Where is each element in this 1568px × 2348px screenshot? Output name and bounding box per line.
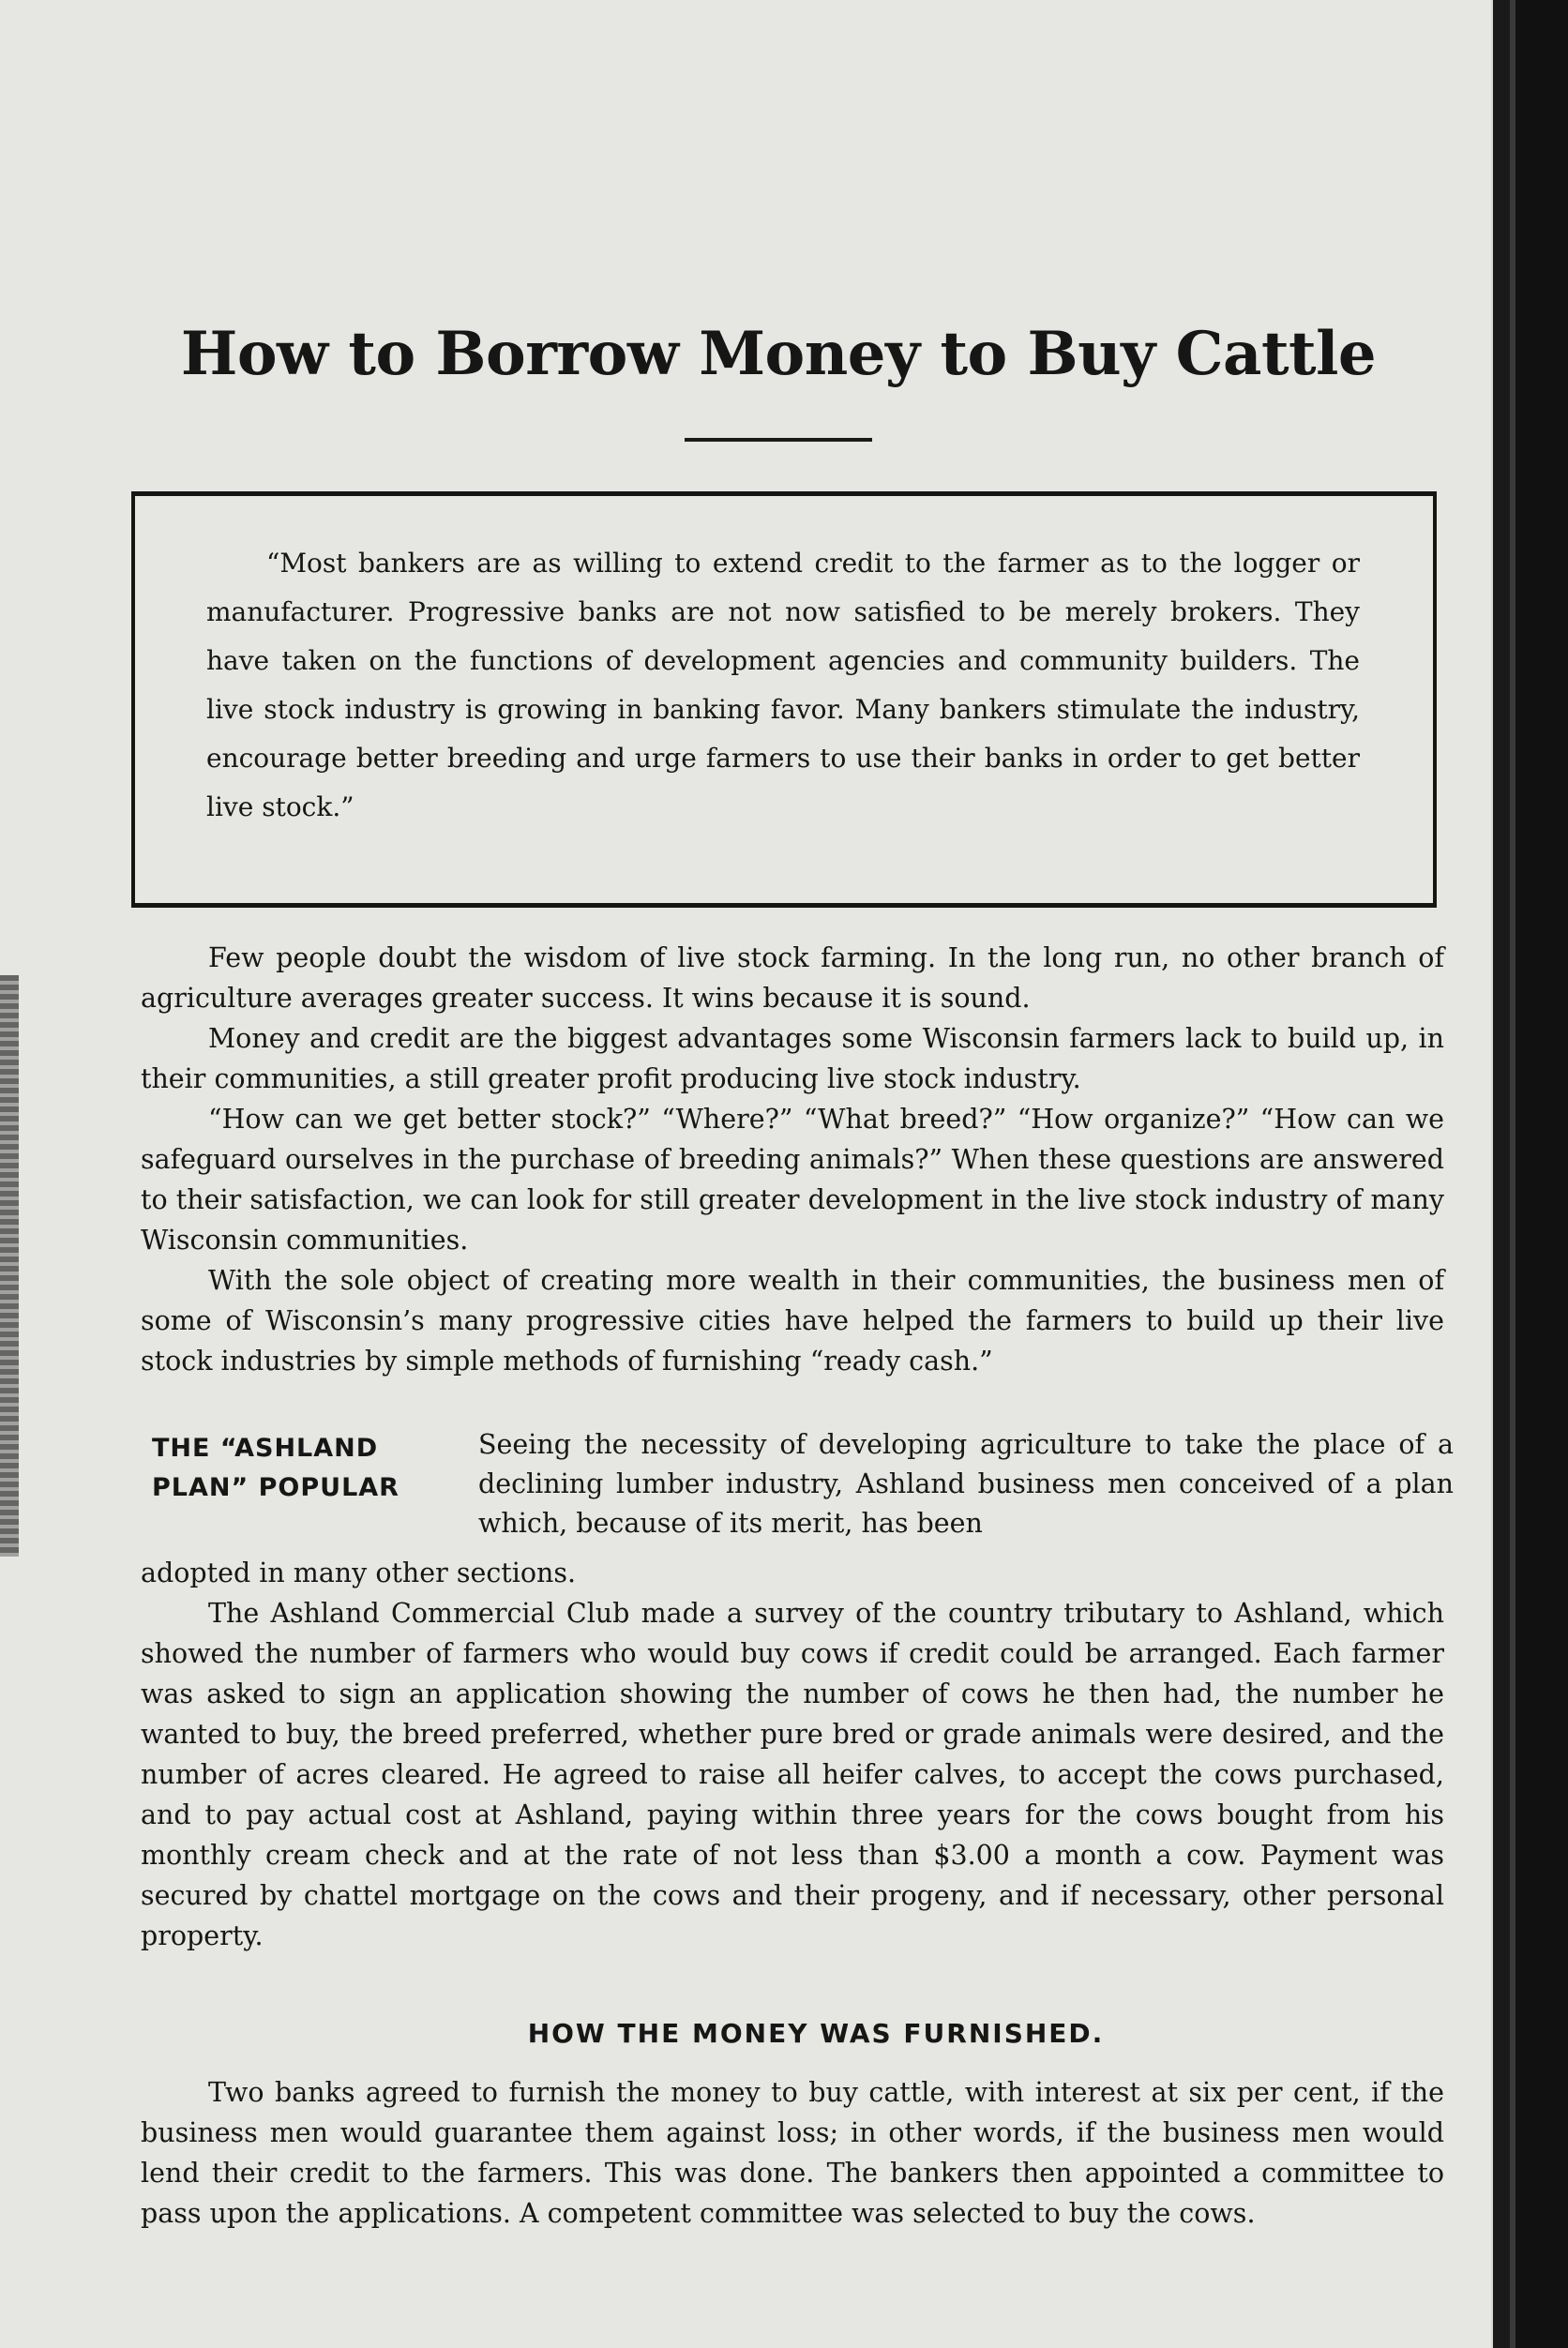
ashland-continued-text: adopted in many other sections. bbox=[141, 1558, 577, 1588]
paragraph-money-credit: Money and credit are the biggest advantages some Wisconsin farmers lack to build up, in their communities, a still greater profit producing live stock industry. bbox=[141, 1023, 1444, 1094]
section-heading-money: HOW THE MONEY WAS FURNISHED. bbox=[527, 2018, 1105, 2049]
paragraph-live-stock: Few people doubt the wisdom of live stock farming. In the long run, no other branch of agriculture averages greater success. It wins because it is sound. bbox=[141, 942, 1444, 1014]
ashland-heading-line2: PLAN” POPULAR bbox=[152, 1473, 400, 1502]
ashland-heading-line1: THE “ASHLAND bbox=[152, 1434, 379, 1463]
paragraph-questions: “How can we get better stock?” “Where?” “What breed?” “How organize?” “How can we safeguard ourselves in the purchase of breeding animals?” When these questions are answered to their satisfaction, we can look for still greater development in the live stock industry of many Wisconsin communities. bbox=[141, 1104, 1444, 1256]
page-title: How to Borrow Money to Buy Cattle bbox=[180, 319, 1377, 389]
ashland-lead-paragraph: Seeing the necessity of developing agriculture to take the place of a declining lumber industry, Ashland business men conceived of a plan which, because of its merit, has been bbox=[478, 1429, 1454, 1539]
paragraph-banks: Two banks agreed to furnish the money to buy cattle, with interest at six per cent, if the business men would guarantee them against loss; in other words, if the business men would lend their credit to the farmers. This was done. The bankers then appointed a committee to pass upon the applications. A competent committee was selected to buy the cows. bbox=[141, 2077, 1444, 2229]
page-edge bbox=[1493, 0, 1568, 2348]
title-rule bbox=[685, 438, 872, 442]
binding-stamp bbox=[0, 975, 19, 1557]
paragraph-business-men: With the sole object of creating more wealth in their communities, the business men of some of Wisconsin’s many progressive cities have helped the farmers to build up their live stock industries by simple methods of furnishing “ready cash.” bbox=[141, 1265, 1444, 1377]
paragraph-survey: The Ashland Commercial Club made a survey of the country tributary to Ashland, which showed the number of farmers who would buy cows if credit could be arranged. Each farmer was asked to sign an application showing the number of cows he then had, the number he wanted to buy, the breed preferred, whether pure bred or grade animals were desired, and the number of acres cleared. He agreed to raise all heifer calves, to accept the cows purchased, and to pay actual cost at Ashland, paying within three years for the cows bought from his monthly cream check and at the rate of not less than $3.00 a month a cow. Payment was secured by chattel mortgage on the cows and their progeny, and if necessary, other personal property. bbox=[141, 1598, 1444, 1951]
quote-text: “Most bankers are as willing to extend credit to the farmer as to the logger or manufacturer. Progressive banks are not now satisfied to be merely brokers. They have taken on the functions of development agencies and community builders. The live stock industry is growing in banking favor. Many bankers stimulate the industry, encourage better breeding and urge farmers to use their banks in order to get better live stock.” bbox=[206, 548, 1360, 822]
ashland-plan-heading bbox=[152, 1429, 471, 1508]
quote-box bbox=[131, 491, 1437, 908]
